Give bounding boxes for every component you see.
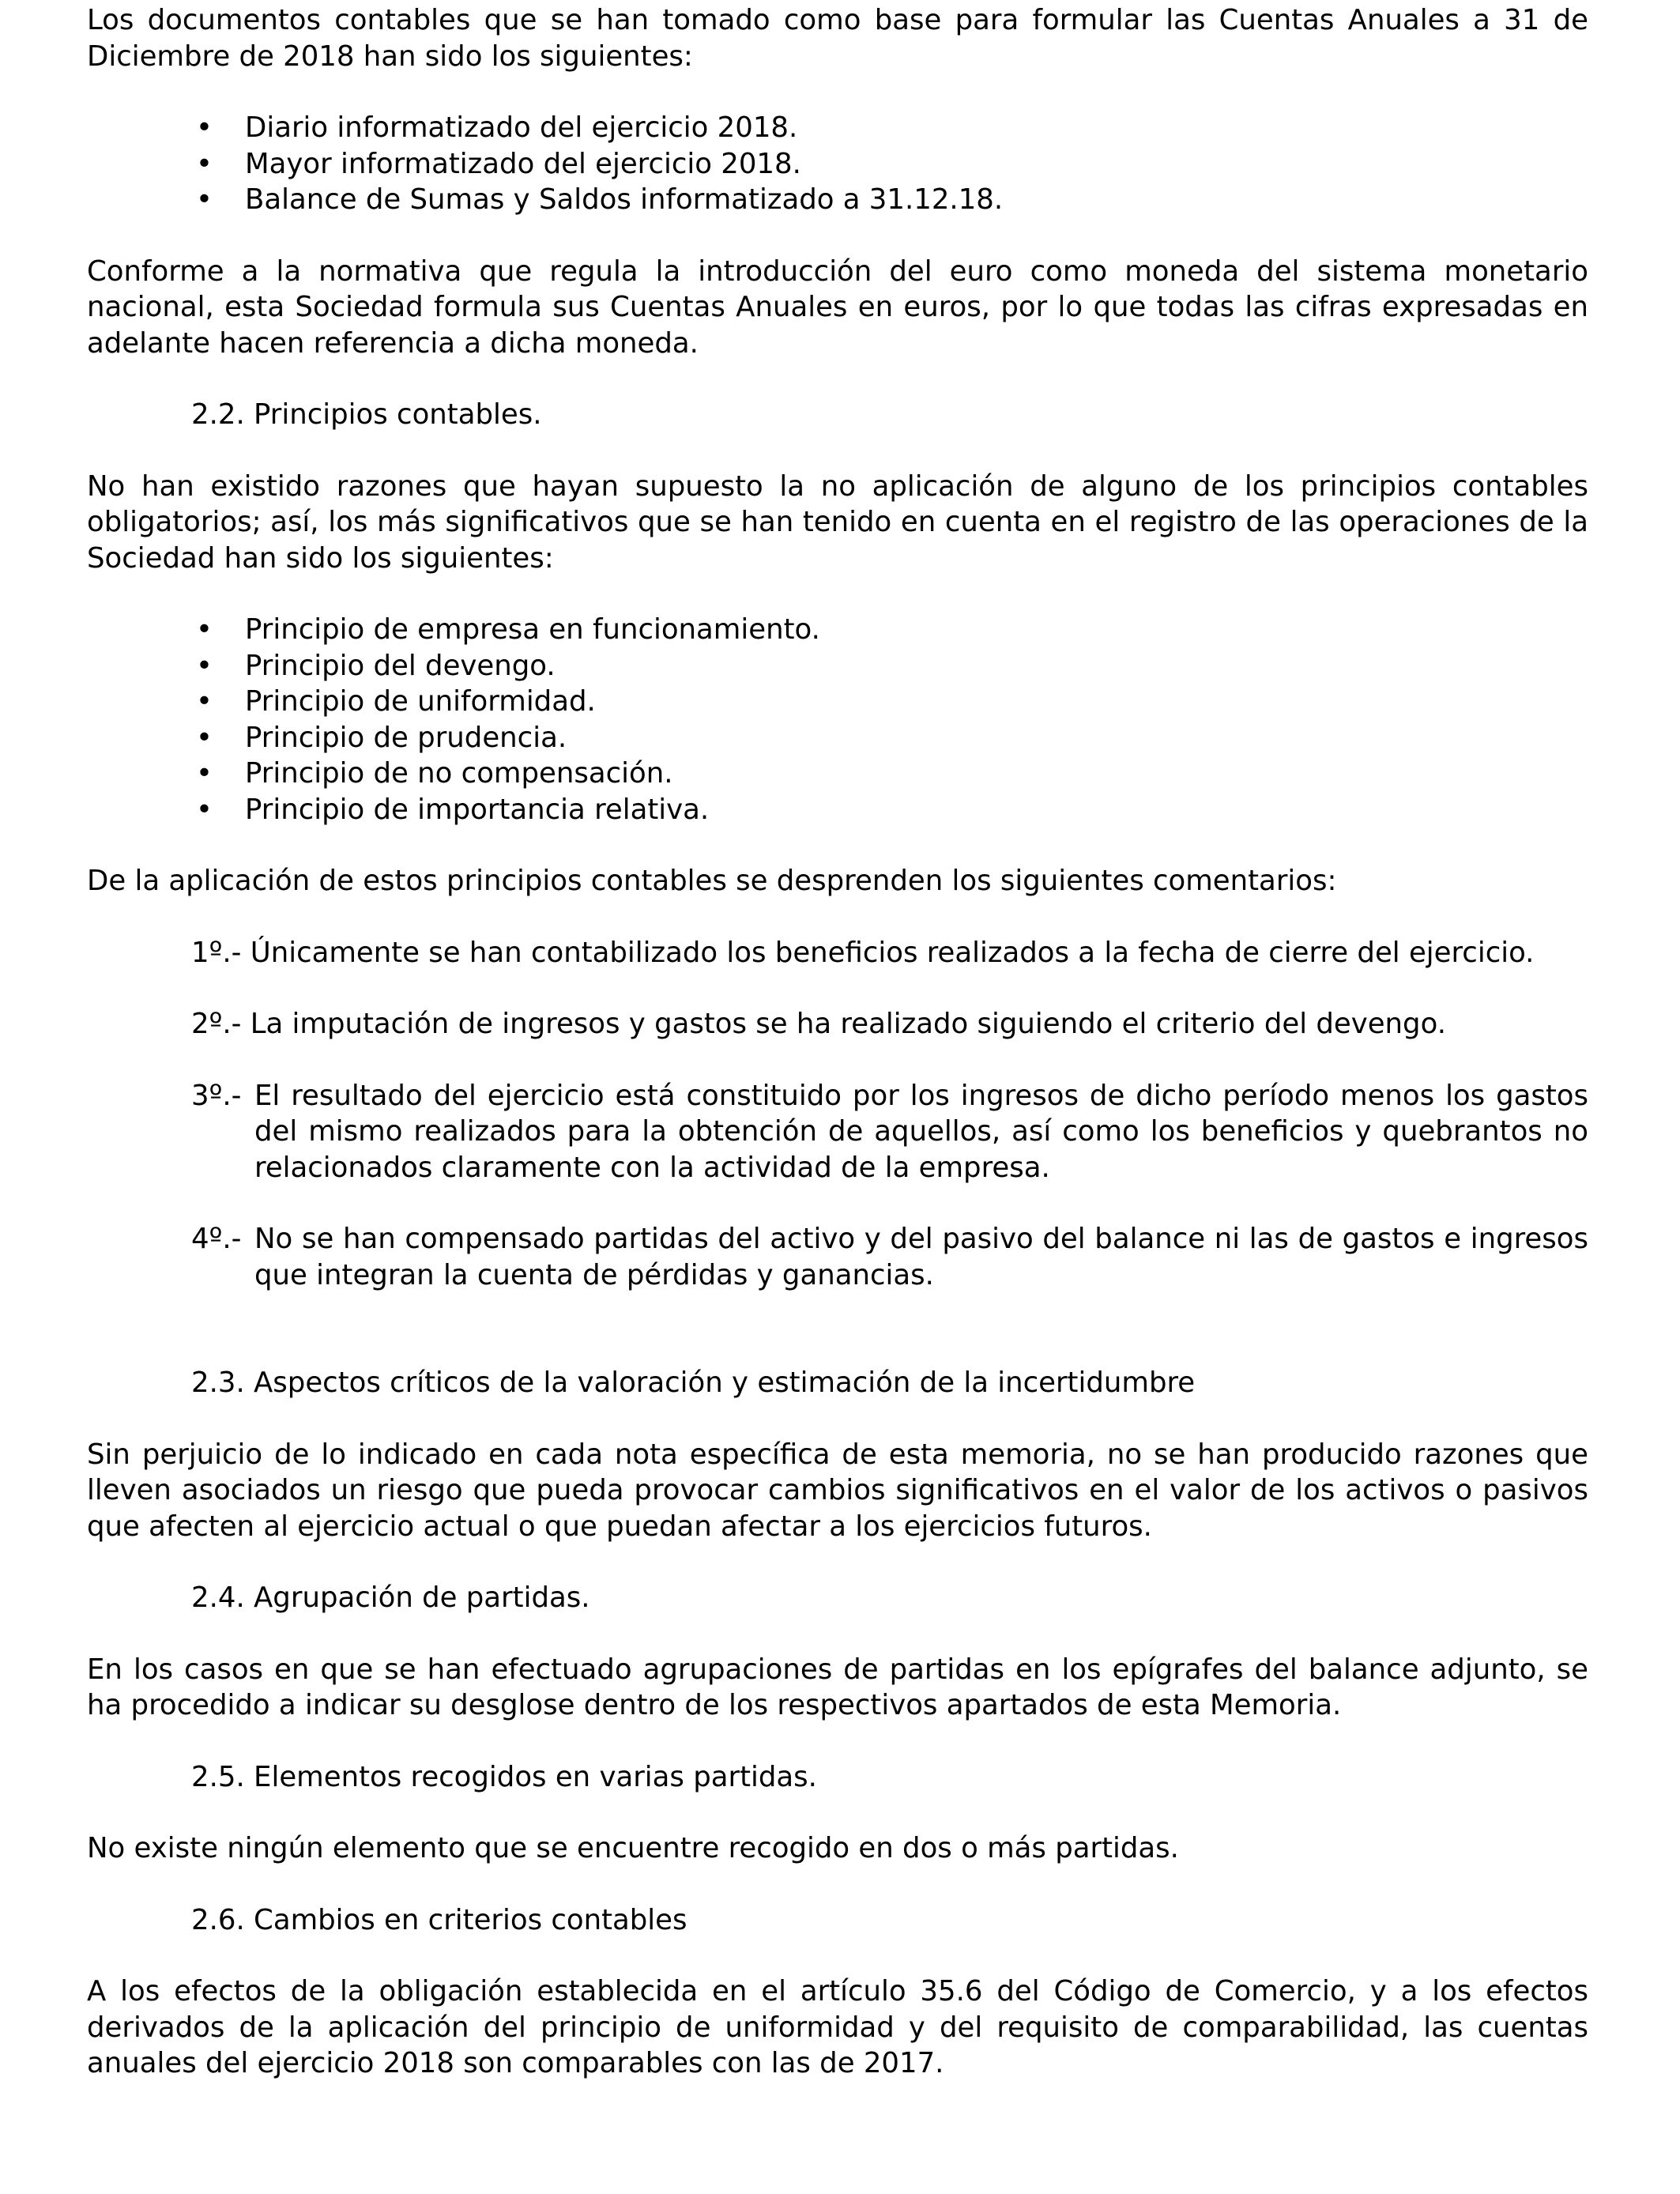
- comment-number: 1º.-: [191, 936, 242, 969]
- list-item: • Principio de prudencia.: [87, 720, 1588, 756]
- list-item: • Principio de no compensación.: [87, 756, 1588, 792]
- principles-list: [87, 612, 1588, 827]
- list-item: • Mayor informatizado del ejercicio 2018.: [87, 146, 1588, 183]
- bullet-icon: •: [196, 649, 213, 682]
- bullet-icon: •: [196, 721, 213, 754]
- comment-number: 3º.-: [191, 1079, 242, 1112]
- comment-item: [87, 935, 1588, 971]
- section-heading-2-4: 2.4. Agrupación de partidas.: [191, 1581, 590, 1614]
- list-item: • Diario informatizado del ejercicio 2018.: [87, 110, 1588, 146]
- section-heading-2-5: 2.5. Elementos recogidos en varias partidas.: [191, 1760, 817, 1793]
- section-heading-2-6: 2.6. Cambios en criterios contables: [191, 1903, 687, 1936]
- bullet-icon: •: [196, 613, 213, 646]
- section-heading-2-2: 2.2. Principios contables.: [191, 398, 542, 431]
- section-heading-2-3: 2.3. Aspectos críticos de la valoración y estimación de la incertidumbre: [191, 1367, 1196, 1399]
- comment-number: 4º.-: [191, 1223, 242, 1255]
- list-item: • Principio de empresa en funcionamiento.: [87, 612, 1588, 648]
- list-item: • Principio del devengo.: [87, 648, 1588, 684]
- list-item: • Principio de uniformidad.: [87, 684, 1588, 720]
- document-page: [87, 0, 1588, 2082]
- comment-item: [87, 1078, 1588, 1186]
- bullet-icon: •: [196, 111, 213, 144]
- principles-paragraph: No han existido razones que hayan supuesto la no aplicación de alguno de los principios contables obligatorios; así, los más significativos que se han tenido en cuenta en el registro de las operaciones de la Sociedad han sido los siguientes:: [87, 469, 1588, 575]
- list-item: • Principio de importancia relativa.: [87, 792, 1588, 828]
- section-2-3-paragraph: Sin perjuicio de lo indicado en cada nota específica de esta memoria, no se han producido razones que lleven asociados un riesgo que pueda provocar cambios significativos en el valor de los activos o pasivos que afecten al ejercicio actual o que puedan afectar a los ejercicios futuros.: [87, 1438, 1588, 1543]
- comment-item: [87, 1006, 1588, 1042]
- intro-paragraph: Los documentos contables que se han tomado como base para formular las Cuentas Anuales a 31 de Diciembre de 2018 han sido los siguientes:: [87, 4, 1588, 73]
- comment-item: [87, 1221, 1588, 1293]
- comment-text: No se han compensado partidas del activo y del pasivo del balance ni las de gastos e ingresos que integran la cuenta de pérdidas y ganancias.: [254, 1223, 1588, 1291]
- comment-text: La imputación de ingresos y gastos se ha realizado siguiendo el criterio del devengo.: [250, 1008, 1446, 1040]
- bullet-icon: •: [196, 183, 213, 216]
- section-2-6-paragraph: A los efectos de la obligación establecida en el artículo 35.6 del Código de Comercio, y a los efectos derivados de la aplicación del principio de uniformidad y del requisito de comparabilidad, las cuentas anuales del ejercicio 2018 son comparables con las de 2017.: [87, 1975, 1588, 2079]
- bullet-icon: •: [196, 793, 213, 826]
- comment-number: 2º.-: [191, 1008, 242, 1040]
- bullet-icon: •: [196, 147, 213, 180]
- section-2-5-paragraph: No existe ningún elemento que se encuentre recogido en dos o más partidas.: [87, 1832, 1179, 1864]
- list-item: • Balance de Sumas y Saldos informatizado a 31.12.18.: [87, 182, 1588, 218]
- bullet-icon: •: [196, 685, 213, 718]
- comment-text: Únicamente se han contabilizado los beneficios realizados a la fecha de cierre del ejercicio.: [250, 936, 1535, 969]
- comment-text: El resultado del ejercicio está constituido por los ingresos de dicho período menos los gastos del mismo realizados para la obtención de aquellos, así como los beneficios y quebrantos no relacionados claramente con la actividad de la empresa.: [254, 1079, 1588, 1184]
- euro-paragraph: Conforme a la normativa que regula la introducción del euro como moneda del sistema monetario nacional, esta Sociedad formula sus Cuentas Anuales en euros, por lo que todas las cifras expresadas en adelante hacen referencia a dicha moneda.: [87, 254, 1588, 360]
- bullet-icon: •: [196, 757, 213, 790]
- section-2-4-paragraph: En los casos en que se han efectuado agrupaciones de partidas en los epígrafes del balance adjunto, se ha procedido a indicar su desglose dentro de los respectivos apartados de esta Memoria.: [87, 1653, 1588, 1721]
- documents-list: [87, 110, 1588, 218]
- comments-intro: De la aplicación de estos principios contables se desprenden los siguientes comentarios:: [87, 865, 1337, 897]
